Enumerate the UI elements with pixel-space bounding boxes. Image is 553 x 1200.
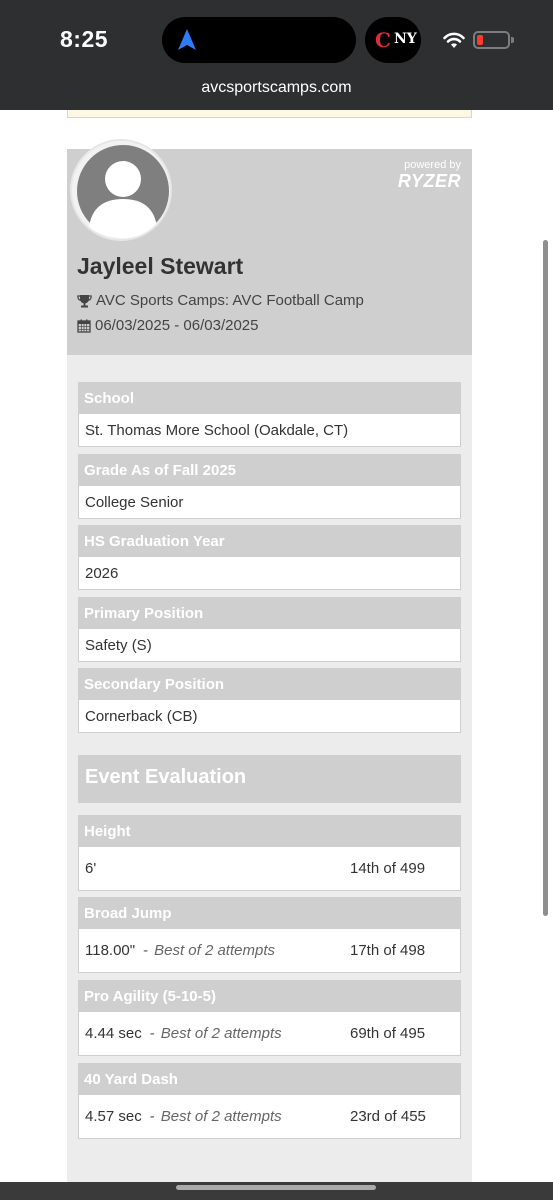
- event-evaluation-heading: Event Evaluation: [78, 755, 461, 803]
- field-value: Cornerback (CB): [78, 700, 461, 733]
- powered-by-text: powered by: [404, 159, 461, 171]
- calendar-icon: [77, 319, 91, 333]
- dynamic-island[interactable]: [162, 17, 356, 63]
- notice-box-edge: [67, 110, 472, 118]
- field-label: Primary Position: [78, 597, 461, 629]
- field-label: Grade As of Fall 2025: [78, 454, 461, 486]
- address-bar-url[interactable]: avcsportscamps.com: [201, 79, 352, 96]
- eval-label: 40 Yard Dash: [78, 1063, 461, 1095]
- eval-separator: -: [149, 1108, 155, 1125]
- field-grade: [78, 454, 461, 519]
- eval-rank: 14th of 499: [350, 860, 426, 877]
- field-value: College Senior: [78, 486, 461, 519]
- field-value: St. Thomas More School (Oakdale, CT): [78, 414, 461, 447]
- eval-note: Best of 2 attempts: [160, 1108, 282, 1125]
- status-time: 8:25: [60, 26, 109, 52]
- avatar-placeholder-icon: [70, 139, 172, 241]
- field-primary-position: [78, 597, 461, 662]
- eval-result-row: [78, 847, 461, 891]
- eval-note: Best of 2 attempts: [154, 942, 275, 959]
- home-indicator[interactable]: [176, 1185, 376, 1190]
- field-label: School: [78, 382, 461, 414]
- eval-value: 118.00": [85, 942, 136, 959]
- eval-result-row: [78, 929, 461, 973]
- eval-rank: 17th of 498: [350, 942, 426, 959]
- field-value: 2026: [78, 557, 461, 590]
- eval-label: Height: [78, 815, 461, 847]
- athlete-profile-card: [67, 149, 472, 1200]
- powered-by-ryzer[interactable]: [398, 159, 461, 192]
- camp-dates: 06/03/2025 - 06/03/2025: [95, 317, 259, 334]
- guardians-logo-icon: C: [375, 28, 391, 52]
- profile-header: [67, 149, 472, 355]
- eval-40-yard-dash: [78, 1063, 461, 1139]
- eval-pro-agility: [78, 980, 461, 1056]
- eval-separator: -: [149, 1025, 155, 1042]
- eval-label: Pro Agility (5-10-5): [78, 980, 461, 1012]
- camp-line: [77, 292, 364, 309]
- eval-result-row: [78, 1095, 461, 1139]
- field-label: Secondary Position: [78, 668, 461, 700]
- scrollbar[interactable]: [543, 240, 548, 916]
- eval-label: Broad Jump: [78, 897, 461, 929]
- wifi-icon: [442, 31, 466, 49]
- camp-name: AVC Sports Camps: AVC Football Camp: [96, 292, 364, 309]
- navigation-arrow-icon: [176, 28, 198, 52]
- eval-value: 4.44 sec: [85, 1025, 142, 1042]
- eval-separator: -: [143, 942, 149, 959]
- eval-rank: 69th of 495: [350, 1025, 426, 1042]
- live-activity-scores[interactable]: [365, 17, 421, 63]
- field-secondary-position: [78, 668, 461, 733]
- eval-rank: 23rd of 455: [350, 1108, 426, 1125]
- field-value: Safety (S): [78, 629, 461, 662]
- trophy-icon: [77, 294, 92, 308]
- ryzer-logo: RYZER: [397, 171, 461, 191]
- status-bar: [0, 0, 553, 110]
- eval-broad-jump: [78, 897, 461, 973]
- eval-height: [78, 815, 461, 891]
- field-graduation-year: [78, 525, 461, 590]
- eval-value: 6': [85, 860, 97, 877]
- eval-note: Best of 2 attempts: [160, 1025, 282, 1042]
- dates-line: [77, 317, 258, 334]
- eval-value: 4.57 sec: [85, 1108, 142, 1125]
- battery-icon: [473, 31, 510, 49]
- page-content: [0, 110, 553, 1200]
- field-school: [78, 382, 461, 447]
- athlete-name: Jayleel Stewart: [77, 253, 244, 279]
- field-label: HS Graduation Year: [78, 525, 461, 557]
- yankees-logo-icon: NY: [394, 31, 417, 47]
- eval-result-row: [78, 1012, 461, 1056]
